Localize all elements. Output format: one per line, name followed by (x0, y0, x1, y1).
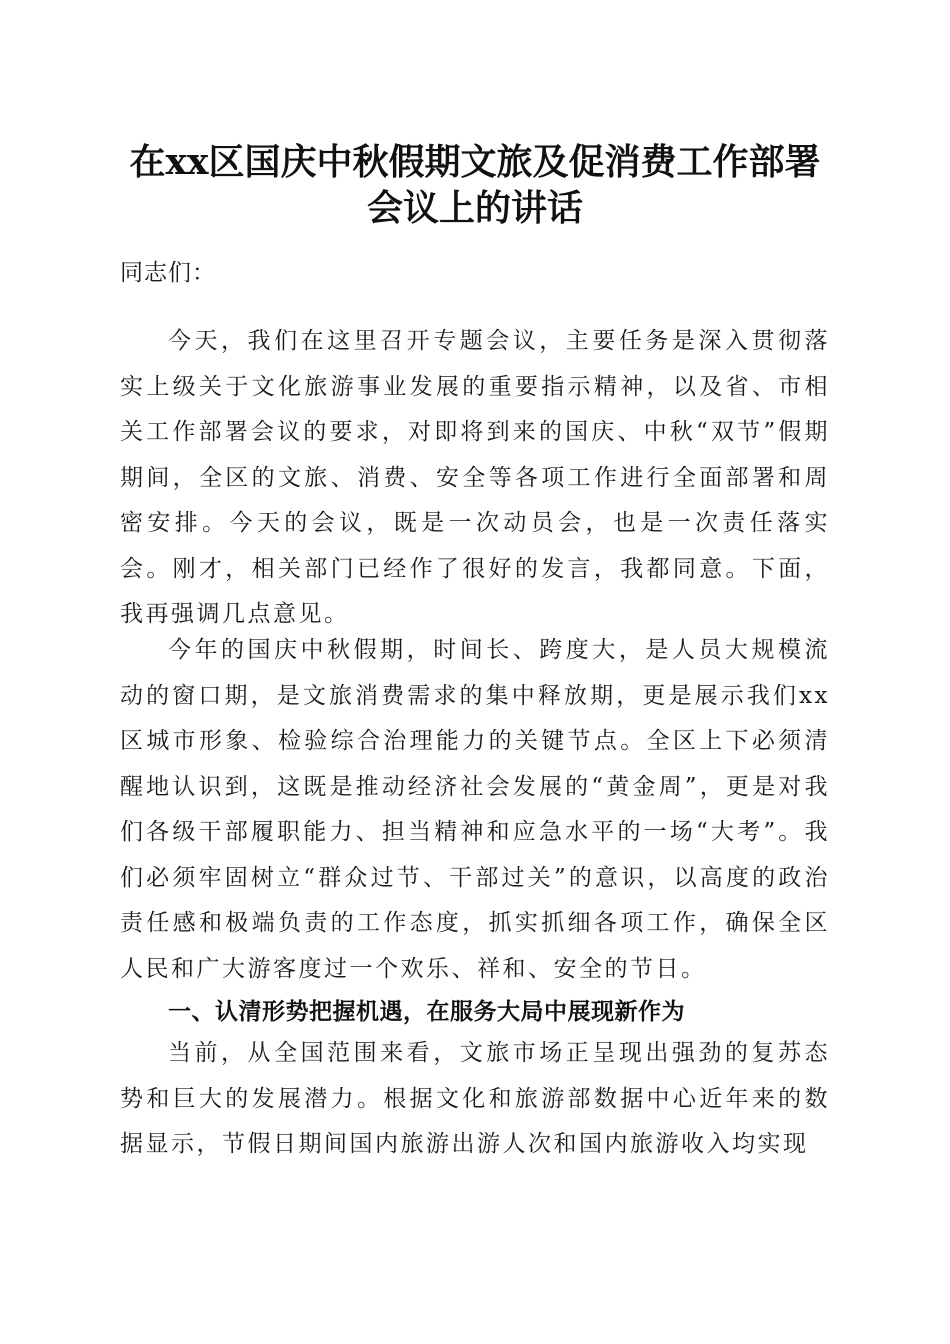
document-title-line-2: 会议上的讲话 (366, 187, 583, 229)
paragraph-section-1: 当前，从全国范围来看，文旅市场正呈现出强劲的复苏态势和巨大的发展潜力。根据文化和旅游部数据中心近年来的数据显示，节假日期间国内旅游出游人次和国内旅游收入均实现 (120, 1040, 830, 1157)
salutation: 同志们： (120, 260, 216, 286)
paragraph-situation: 今年的国庆中秋假期，时间长、跨度大，是人员大规模流动的窗口期，是文旅消费需求的集中释放期，更是展示我们xx区城市形象、检验综合治理能力的关键节点。全区上下必须清醒地认识到，这既是推动经济社会发展的“黄金周”，更是对我们各级干部履职能力、担当精神和应急水平的一场“大考”。我们必须牢固树立“群众过节、干部过关”的意识，以高度的政治责任感和极端负责的工作态度，抓实抓细各项工作，确保全区人民和广大游客度过一个欢乐、祥和、安全的节日。 (120, 637, 830, 982)
document-title-line-1: 在xx区国庆中秋假期文旅及促消费工作部署 (129, 141, 821, 183)
paragraph-opening: 今天，我们在这里召开专题会议，主要任务是深入贯彻落实上级关于文化旅游事业发展的重要指示精神，以及省、市相关工作部署会议的要求，对即将到来的国庆、中秋“双节”假期期间，全区的文旅、消费、安全等各项工作进行全面部署和周密安排。今天的会议，既是一次动员会，也是一次责任落实会。刚才，相关部门已经作了很好的发言，我都同意。下面，我再强调几点意见。 (120, 328, 830, 627)
section-heading-1: 一、认清形势把握机遇，在服务大局中展现新作为 (168, 999, 685, 1025)
